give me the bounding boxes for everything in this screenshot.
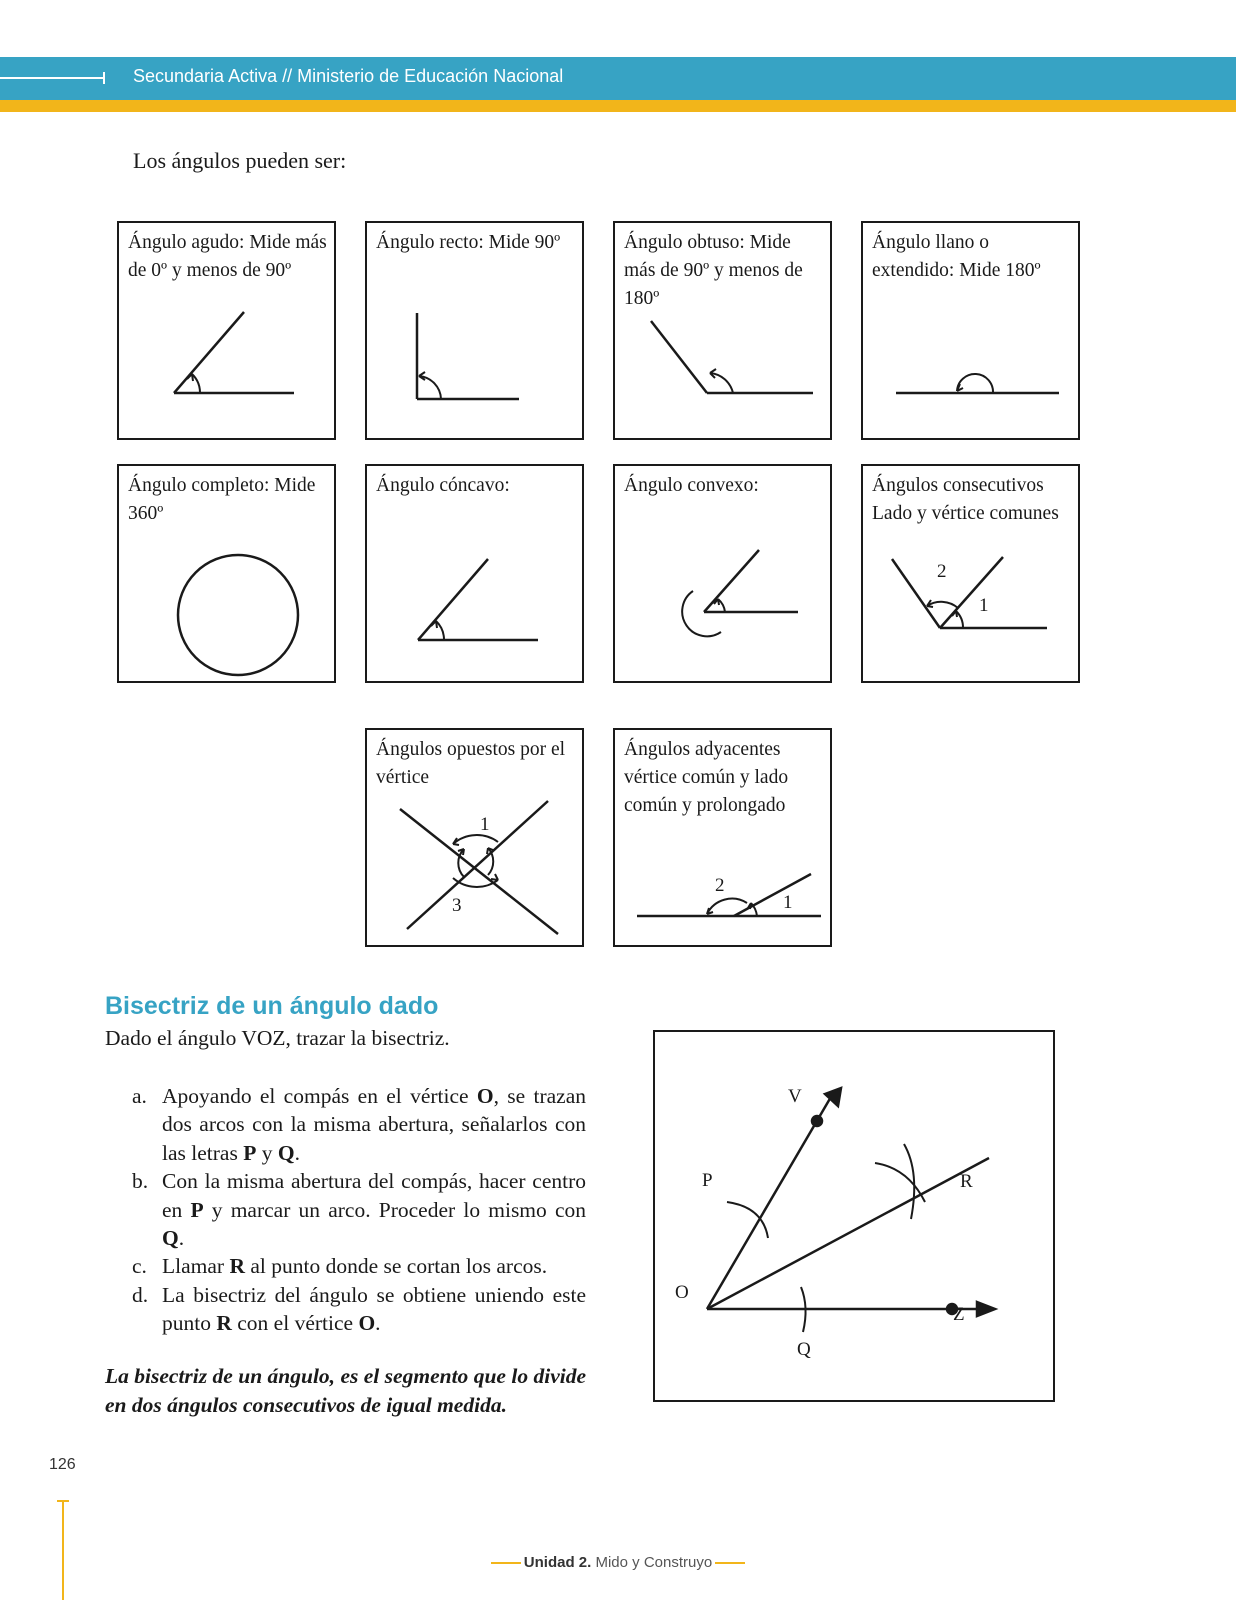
step-text: Con la misma abertura del compás, hacer centro en xyxy=(162,1169,586,1222)
point-label-v: V xyxy=(788,1086,802,1107)
footer-bar-left xyxy=(491,1562,521,1564)
point-label-z: Z xyxy=(953,1304,965,1325)
list-item xyxy=(132,1167,586,1252)
bisector-definition: La bisectriz de un ángulo, es el segmento que lo divide en dos ángulos consecutivos de igual medida. xyxy=(105,1364,586,1417)
step-bold: P xyxy=(243,1140,257,1165)
card-obtuse-angle xyxy=(613,221,832,440)
angle-label: 3 xyxy=(452,895,462,916)
list-item xyxy=(132,1252,586,1280)
card-acute-angle xyxy=(117,221,336,440)
angle-label: 1 xyxy=(783,892,793,913)
card-text: Ángulo llano o extendido: Mide 180º xyxy=(872,232,1041,281)
card-concave-angle xyxy=(365,464,584,683)
point-label-o: O xyxy=(675,1282,689,1303)
step-text: . xyxy=(178,1226,185,1251)
section-subtitle: Dado el ángulo VOZ, trazar la bisectriz. xyxy=(105,1026,450,1050)
step-bold: P xyxy=(190,1197,204,1222)
bisector-construction xyxy=(655,1032,1057,1404)
step-text: con el vértice xyxy=(231,1311,359,1336)
consecutive-angles-figure xyxy=(863,466,1082,685)
card-consecutive-angles xyxy=(861,464,1080,683)
page-number: 126 xyxy=(49,1456,76,1473)
angle-label: 2 xyxy=(937,561,947,582)
step-marker: c. xyxy=(132,1254,147,1279)
card-text: Ángulo completo: Mide 360º xyxy=(128,475,316,524)
acute-angle-figure xyxy=(119,223,338,442)
card-text: Ángulo obtuso: Mide más de 90º y menos de 180º xyxy=(624,232,803,309)
point-label-r: R xyxy=(960,1171,973,1192)
step-text: Apoyando el compás en el vértice xyxy=(162,1084,477,1108)
card-complete-angle xyxy=(117,464,336,683)
step-marker: d. xyxy=(132,1282,149,1307)
step-bold: Q xyxy=(277,1140,295,1165)
step-text: Llamar xyxy=(162,1254,230,1279)
card-text: Ángulo agudo: Mide más de 0º y menos de 90º xyxy=(128,232,327,281)
point-label-q: Q xyxy=(797,1339,811,1360)
obtuse-angle-figure xyxy=(615,223,834,442)
card-text: Ángulos adyacentes vértice común y lado común y prolongado xyxy=(624,739,789,816)
margin-line xyxy=(62,1500,64,1600)
angle-label: 1 xyxy=(480,814,490,835)
complete-angle-figure xyxy=(119,466,338,685)
section-title: Bisectriz de un ángulo dado xyxy=(105,992,439,1020)
list-item xyxy=(132,1281,586,1338)
header-line-tick xyxy=(103,72,105,84)
step-bold: R xyxy=(216,1311,232,1336)
straight-angle-figure xyxy=(863,223,1082,442)
step-bold: R xyxy=(229,1254,245,1279)
step-text: al punto donde se cortan los arcos. xyxy=(244,1254,548,1279)
step-text: y marcar un arco. Proceder lo mismo con xyxy=(203,1197,586,1222)
footer-unit: Unidad 2. xyxy=(523,1554,592,1571)
card-text: Ángulo cóncavo: xyxy=(376,475,510,496)
bisector-figure xyxy=(653,1030,1055,1402)
card-text: Ángulos opuestos por el vértice xyxy=(376,739,566,788)
footer-title: Mido y Construyo xyxy=(591,1554,713,1571)
concave-angle-figure xyxy=(367,466,586,685)
step-bold: O xyxy=(358,1311,376,1336)
step-bold: Q xyxy=(162,1226,179,1251)
card-vertical-angles xyxy=(365,728,584,947)
card-straight-angle xyxy=(861,221,1080,440)
footer-bar-right xyxy=(715,1562,745,1564)
header-stripe xyxy=(0,100,1236,112)
step-text: . xyxy=(375,1311,381,1336)
intro-text: Los ángulos pueden ser: xyxy=(133,148,347,173)
angle-label: 2 xyxy=(715,875,725,896)
point-label-p: P xyxy=(702,1170,713,1191)
footer xyxy=(0,1554,1236,1571)
card-right-angle xyxy=(365,221,584,440)
angle-label: 1 xyxy=(979,595,989,616)
step-text: . xyxy=(294,1140,300,1165)
right-angle-figure xyxy=(367,223,586,442)
step-text: La bisectriz del ángulo se obtiene uniendo este punto xyxy=(162,1282,586,1336)
card-text: Ángulos consecutivos Lado y vértice comunes xyxy=(872,475,1059,524)
step-text: y xyxy=(256,1140,278,1165)
card-convex-angle xyxy=(613,464,832,683)
step-text: , se trazan dos arcos con la misma abertura, señalarlos con las letras xyxy=(162,1084,586,1165)
step-marker: b. xyxy=(132,1169,149,1194)
card-adjacent-angles xyxy=(613,728,832,947)
card-text: Ángulo convexo: xyxy=(624,475,759,496)
step-bold: O xyxy=(476,1084,494,1108)
convex-angle-figure xyxy=(615,466,834,685)
list-item xyxy=(132,1082,586,1167)
adjacent-angles-figure xyxy=(615,730,834,949)
step-marker: a. xyxy=(132,1084,147,1108)
steps-list xyxy=(132,1082,586,1338)
vertical-angles-figure xyxy=(367,730,586,949)
header-title: Secundaria Activa // Ministerio de Educación Nacional xyxy=(133,66,564,86)
card-text: Ángulo recto: Mide 90º xyxy=(376,232,561,253)
header-line xyxy=(0,77,104,79)
